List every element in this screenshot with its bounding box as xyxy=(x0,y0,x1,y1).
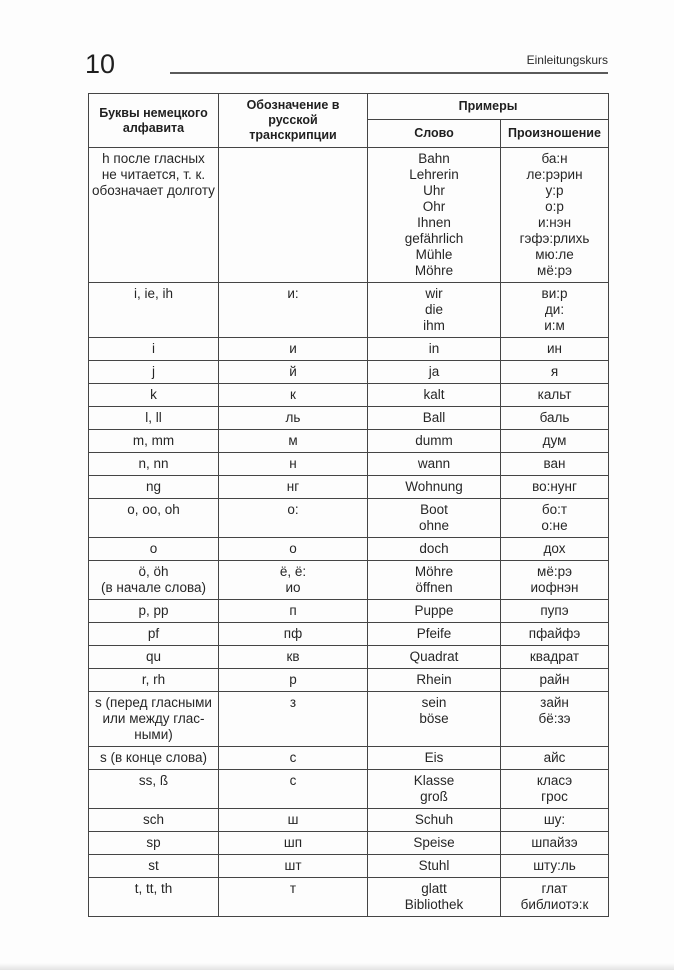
cell-word: Stuhl xyxy=(368,855,501,878)
table-row xyxy=(89,499,609,538)
cell-letters: m, mm xyxy=(89,430,219,453)
cell-transcription xyxy=(219,148,368,283)
table-row xyxy=(89,623,609,646)
cell-letters: s (перед гласными или между глас- ными) xyxy=(89,692,219,747)
cell-word: Pfeife xyxy=(368,623,501,646)
col-header-transcription: Обозначение в русской транскрипции xyxy=(219,94,368,148)
cell-pronunciation: баль xyxy=(501,407,609,430)
table-header-row-top xyxy=(89,94,609,120)
cell-transcription: ль xyxy=(219,407,368,430)
col-header-examples: Примеры xyxy=(368,94,609,120)
table-row xyxy=(89,283,609,338)
table-row xyxy=(89,809,609,832)
table-row xyxy=(89,600,609,623)
cell-transcription: й xyxy=(219,361,368,384)
table-row xyxy=(89,669,609,692)
table-row xyxy=(89,148,609,283)
cell-transcription: м xyxy=(219,430,368,453)
col-header-pronunciation: Произношение xyxy=(501,119,609,147)
cell-letters: ss, ß xyxy=(89,770,219,809)
cell-transcription: с xyxy=(219,747,368,770)
cell-transcription: р xyxy=(219,669,368,692)
cell-letters: sch xyxy=(89,809,219,832)
cell-letters: ng xyxy=(89,476,219,499)
header-rule xyxy=(170,72,608,74)
cell-pronunciation: глат библиотэ:к xyxy=(501,878,609,917)
col-header-letters: Буквы немецкого алфавита xyxy=(89,94,219,148)
cell-letters: h после гласных не читается, т. к. обозначает долготу xyxy=(89,148,219,283)
table-row xyxy=(89,770,609,809)
cell-letters: st xyxy=(89,855,219,878)
cell-word: Speise xyxy=(368,832,501,855)
cell-word: Wohnung xyxy=(368,476,501,499)
cell-pronunciation: шу: xyxy=(501,809,609,832)
cell-word: Schuh xyxy=(368,809,501,832)
cell-pronunciation: айс xyxy=(501,747,609,770)
cell-transcription: нг xyxy=(219,476,368,499)
cell-letters: o xyxy=(89,538,219,561)
table-row xyxy=(89,832,609,855)
cell-letters: n, nn xyxy=(89,453,219,476)
cell-letters: ö, öh (в начале слова) xyxy=(89,561,219,600)
cell-letters: l, ll xyxy=(89,407,219,430)
cell-transcription: к xyxy=(219,384,368,407)
cell-pronunciation: ви:р ди: и:м xyxy=(501,283,609,338)
cell-word: in xyxy=(368,338,501,361)
cell-word: Puppe xyxy=(368,600,501,623)
cell-transcription: о: xyxy=(219,499,368,538)
table-row xyxy=(89,361,609,384)
cell-transcription: кв xyxy=(219,646,368,669)
cell-word: doch xyxy=(368,538,501,561)
cell-letters: k xyxy=(89,384,219,407)
cell-letters: pf xyxy=(89,623,219,646)
cell-transcription: т xyxy=(219,878,368,917)
cell-transcription: и: xyxy=(219,283,368,338)
cell-letters: j xyxy=(89,361,219,384)
cell-pronunciation: райн xyxy=(501,669,609,692)
table-header xyxy=(89,94,609,148)
cell-letters: r, rh xyxy=(89,669,219,692)
cell-word: Bahn Lehrerin Uhr Ohr Ihnen gefährlich Mühle Möhre xyxy=(368,148,501,283)
cell-transcription: с xyxy=(219,770,368,809)
cell-pronunciation: во:нунг xyxy=(501,476,609,499)
table-row xyxy=(89,692,609,747)
cell-transcription: н xyxy=(219,453,368,476)
cell-word: ja xyxy=(368,361,501,384)
cell-letters: i, ie, ih xyxy=(89,283,219,338)
table-row xyxy=(89,878,609,917)
cell-word: Ball xyxy=(368,407,501,430)
page-number: 10 xyxy=(85,49,116,79)
cell-letters: i xyxy=(89,338,219,361)
cell-transcription: о xyxy=(219,538,368,561)
cell-pronunciation: шту:ль xyxy=(501,855,609,878)
table-body xyxy=(89,148,609,917)
cell-transcription: ш xyxy=(219,809,368,832)
cell-pronunciation: кальт xyxy=(501,384,609,407)
cell-word: Möhre öffnen xyxy=(368,561,501,600)
cell-word: Rhein xyxy=(368,669,501,692)
cell-transcription: з xyxy=(219,692,368,747)
cell-transcription: п xyxy=(219,600,368,623)
running-title: Einleitungskurs xyxy=(526,53,608,67)
cell-word: wir die ihm xyxy=(368,283,501,338)
cell-transcription: шп xyxy=(219,832,368,855)
cell-letters: s (в конце слова) xyxy=(89,747,219,770)
table-row xyxy=(89,561,609,600)
cell-pronunciation: бо:т о:не xyxy=(501,499,609,538)
cell-word: dumm xyxy=(368,430,501,453)
table-row xyxy=(89,338,609,361)
cell-pronunciation: квадрат xyxy=(501,646,609,669)
table-row xyxy=(89,384,609,407)
cell-pronunciation: шпайзэ xyxy=(501,832,609,855)
cell-letters: o, oo, oh xyxy=(89,499,219,538)
cell-pronunciation: пупэ xyxy=(501,600,609,623)
cell-word: Boot ohne xyxy=(368,499,501,538)
cell-word: Klasse groß xyxy=(368,770,501,809)
cell-pronunciation: ван xyxy=(501,453,609,476)
cell-pronunciation: дум xyxy=(501,430,609,453)
table-row xyxy=(89,430,609,453)
cell-transcription: пф xyxy=(219,623,368,646)
cell-pronunciation: дох xyxy=(501,538,609,561)
cell-letters: qu xyxy=(89,646,219,669)
cell-transcription: и xyxy=(219,338,368,361)
table-row xyxy=(89,407,609,430)
table-row xyxy=(89,476,609,499)
cell-word: Quadrat xyxy=(368,646,501,669)
cell-letters: sp xyxy=(89,832,219,855)
cell-word: sein böse xyxy=(368,692,501,747)
cell-pronunciation: я xyxy=(501,361,609,384)
table-row xyxy=(89,453,609,476)
cell-word: kalt xyxy=(368,384,501,407)
col-header-word: Слово xyxy=(368,119,501,147)
table-row xyxy=(89,747,609,770)
cell-pronunciation: ин xyxy=(501,338,609,361)
cell-word: wann xyxy=(368,453,501,476)
cell-transcription: ё, ё: ио xyxy=(219,561,368,600)
cell-letters: p, pp xyxy=(89,600,219,623)
transcription-table xyxy=(88,93,609,917)
cell-letters: t, tt, th xyxy=(89,878,219,917)
table-row xyxy=(89,855,609,878)
cell-transcription: шт xyxy=(219,855,368,878)
table-row xyxy=(89,538,609,561)
cell-word: glatt Bibliothek xyxy=(368,878,501,917)
cell-pronunciation: пфайфэ xyxy=(501,623,609,646)
cell-word: Eis xyxy=(368,747,501,770)
cell-pronunciation: зайн бё:зэ xyxy=(501,692,609,747)
cell-pronunciation: мё:рэ иофнэн xyxy=(501,561,609,600)
page-bottom-shadow xyxy=(0,963,674,970)
table-row xyxy=(89,646,609,669)
cell-pronunciation: ба:н ле:рэрин у:р о:р и:нэн гэфэ:рлихь мю:ле мё:рэ xyxy=(501,148,609,283)
cell-pronunciation: класэ грос xyxy=(501,770,609,809)
